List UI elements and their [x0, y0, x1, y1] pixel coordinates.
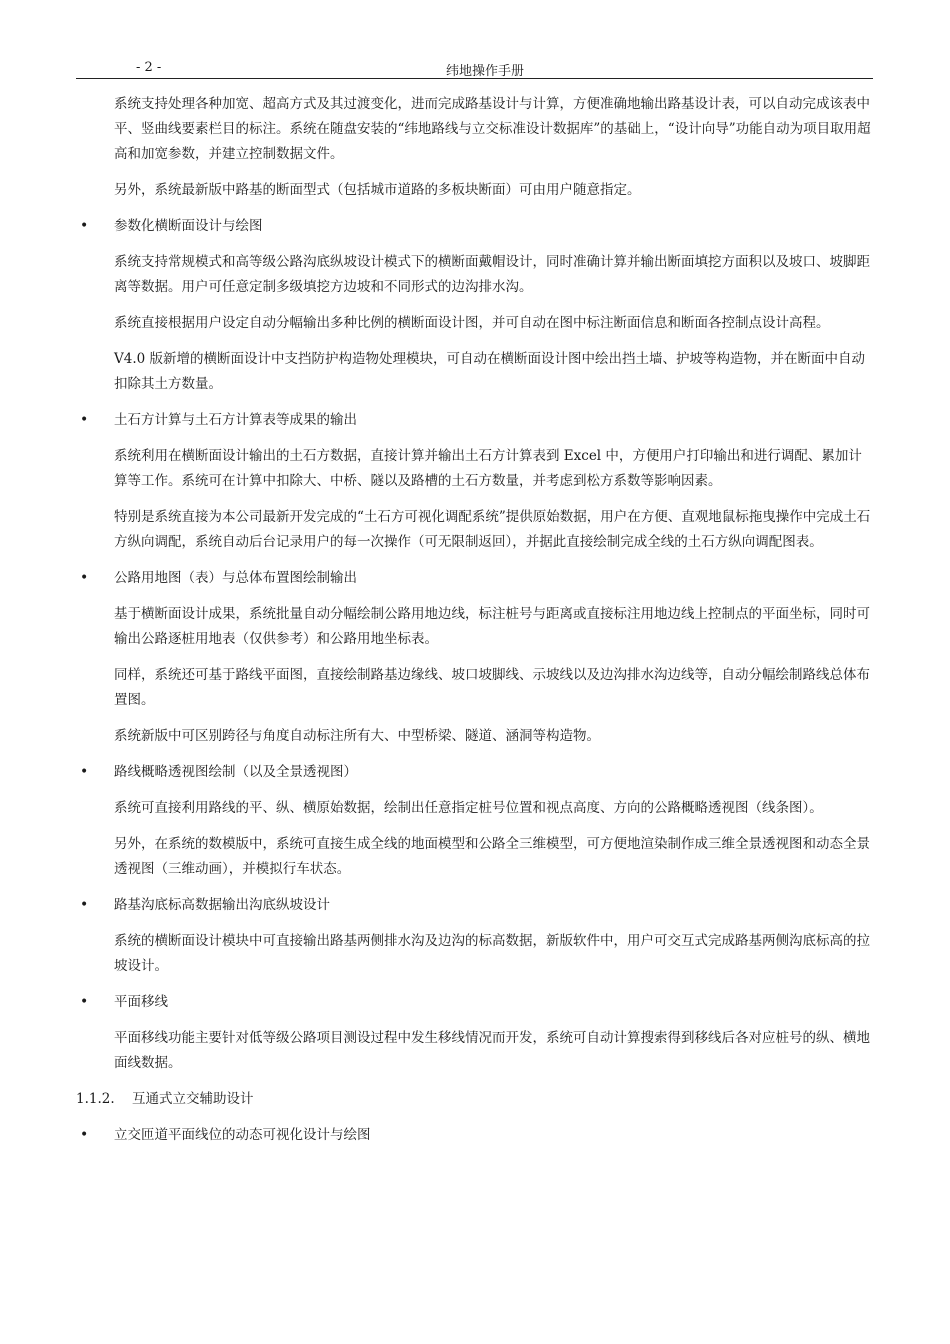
body-paragraph: V4.0 版新增的横断面设计中支挡防护构造物处理模块，可自动在横断面设计图中绘出挡土墙、护坡等构造物，并在断面中自动扣除其土方数量。 [114, 351, 866, 392]
bullet-item [80, 214, 873, 239]
bullet-text: 平面移线 [114, 994, 168, 1010]
body-paragraph: 同样，系统还可基于路线平面图，直接绘制路基边缘线、坡口坡脚线、示坡线以及边沟排水沟边线等，自动分幅绘制路线总体布置图。 [114, 667, 870, 708]
bullet-item [80, 760, 873, 785]
bullet-icon: • [80, 412, 89, 428]
bullet-item [80, 893, 873, 918]
bullet-icon: • [80, 994, 89, 1010]
bullet-item [80, 408, 873, 433]
body-paragraph: 系统利用在横断面设计输出的土石方数据，直接计算并输出土石方计算表到 Excel 中，方便用户打印输出和进行调配、累加计算等工作。系统可在计算中扣除大、中桥、隧以及路槽的土石方数量，并考虑到松方系数等影响因素。 [114, 448, 862, 489]
page-number: - 2 - [136, 60, 162, 75]
bullet-item [80, 990, 873, 1015]
bullet-text: 路基沟底标高数据输出沟底纵坡设计 [114, 897, 330, 913]
body-paragraph: 系统直接根据用户设定自动分幅输出多种比例的横断面设计图，并可自动在图中标注断面信息和断面各控制点设计高程。 [114, 315, 830, 331]
document-body [76, 92, 873, 1159]
bullet-text: 路线概略透视图绘制（以及全景透视图） [114, 764, 357, 780]
bullet-text: 土石方计算与土石方计算表等成果的输出 [114, 412, 357, 428]
body-paragraph: 基于横断面设计成果，系统批量自动分幅绘制公路用地边线，标注桩号与距离或直接标注用地边线上控制点的平面坐标，同时可输出公路逐桩用地表（仅供参考）和公路用地坐标表。 [114, 606, 870, 647]
body-paragraph: 系统可直接利用路线的平、纵、横原始数据，绘制出任意指定桩号位置和视点高度、方向的公路概略透视图（线条图）。 [114, 800, 823, 816]
section-title: 互通式立交辅助设计 [132, 1091, 254, 1107]
body-paragraph: 系统的横断面设计模块中可直接输出路基两侧排水沟及边沟的标高数据，新版软件中，用户可交互式完成路基两侧沟底标高的拉坡设计。 [114, 933, 870, 974]
body-paragraph: 平面移线功能主要针对低等级公路项目测设过程中发生移线情况而开发，系统可自动计算搜索得到移线后各对应桩号的纵、横地面线数据。 [114, 1030, 870, 1071]
bullet-text: 公路用地图（表）与总体布置图绘制输出 [114, 570, 357, 586]
body-paragraph: 系统支持处理各种加宽、超高方式及其过渡变化，进而完成路基设计与计算，方便准确地输出路基设计表，可以自动完成该表中平、竖曲线要素栏目的标注。系统在随盘安装的“纬地路线与立交标准设计数据库”的基础上，“设计向导”功能自动为项目取用超高和加宽参数，并建立控制数据文件。 [114, 96, 871, 162]
document-title: 纬地操作手册 [446, 64, 525, 79]
bullet-icon: • [80, 218, 89, 234]
bullet-icon: • [80, 897, 89, 913]
body-paragraph: 另外，系统最新版中路基的断面型式（包括城市道路的多板块断面）可由用户随意指定。 [114, 182, 641, 198]
page-header [76, 60, 873, 79]
bullet-icon: • [80, 764, 89, 780]
section-number: 1.1.2. [76, 1091, 115, 1107]
body-paragraph: 另外，在系统的数模版中，系统可直接生成全线的地面模型和公路全三维模型，可方便地渲染制作成三维全景透视图和动态全景透视图（三维动画），并模拟行车状态。 [114, 836, 870, 877]
body-paragraph: 系统支持常规模式和高等级公路沟底纵坡设计模式下的横断面戴帽设计，同时准确计算并输出断面填挖方面积以及坡口、坡脚距离等数据。用户可任意定制多级填挖方边坡和不同形式的边沟排水沟。 [114, 254, 870, 295]
body-paragraph: 特别是系统直接为本公司最新开发完成的“土石方可视化调配系统”提供原始数据，用户在方便、直观地鼠标拖曳操作中完成土石方纵向调配，系统自动后台记录用户的每一次操作（可无限制返回），并据此直接绘制完成全线的土石方纵向调配图表。 [114, 509, 871, 550]
bullet-icon: • [80, 570, 89, 586]
bullet-icon: • [80, 1127, 89, 1143]
body-paragraph: 系统新版中可区别跨径与角度自动标注所有大、中型桥梁、隧道、涵洞等构造物。 [114, 728, 600, 744]
section-heading [76, 1087, 873, 1112]
bullet-text: 立交匝道平面线位的动态可视化设计与绘图 [114, 1127, 371, 1143]
bullet-item [80, 566, 873, 591]
bullet-item [80, 1123, 873, 1148]
bullet-text: 参数化横断面设计与绘图 [114, 218, 263, 234]
